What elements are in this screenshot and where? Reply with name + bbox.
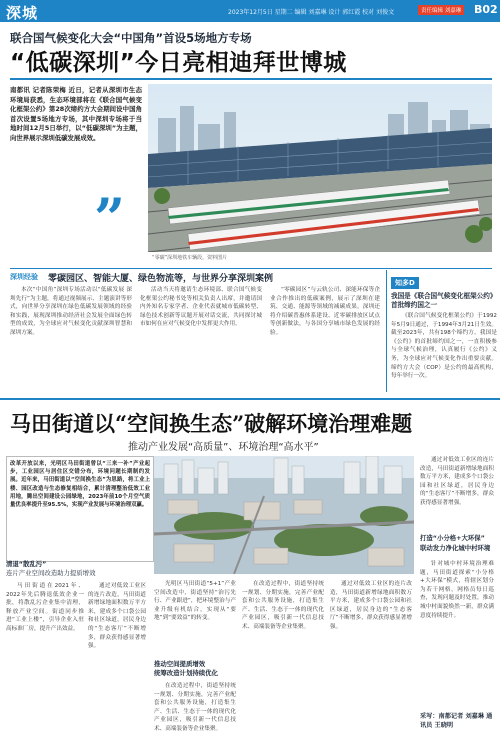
section-label: 深圳经验 — [10, 273, 38, 281]
knowledge-title: 我国是《联合国气候变化框架公约》首批缔约国之一 — [391, 292, 497, 309]
story2-col-b — [154, 580, 236, 623]
knowledge-tag: 知多D — [391, 277, 419, 289]
story2-col-a — [6, 582, 84, 634]
side1-title: 清退“散乱污” — [6, 560, 47, 568]
story1-col1 — [10, 286, 132, 338]
knowledge-box — [386, 270, 497, 392]
col-b2-title: 推动空间提质增效 — [154, 660, 206, 668]
col-b2-subtitle: 统筹改造计划持续优化 — [154, 669, 218, 677]
byline: 采写：南都记者 刘嘉琳 通讯员 王晓明 — [420, 713, 493, 729]
story2-photo — [154, 456, 414, 574]
story2-right-col — [420, 456, 494, 508]
story-divider — [0, 398, 500, 400]
col-d-text: 通过对低效工业区的连片改造，马田街道新增绿地面积数万平方米，建成多个口袋公园和社区绿道，居民身边的“生态客厅”不断增多，群众获得感显著增强。 — [330, 581, 412, 630]
story2-col-d — [330, 580, 412, 632]
aerial-district-illustration — [154, 456, 414, 574]
story2-col-b2 — [154, 682, 236, 734]
col-b-text: 光明区马田街道“5+1”产业空间改造中，街道坚持“治污先行、产业跟进”，把环境整治与产业升级有机结合，实现从“要地”到“要效益”的转变。 — [154, 581, 236, 622]
story1-photo — [148, 84, 492, 252]
story2-headline: 马田街道以“空间换生态”破解环境治理难题 — [10, 411, 413, 436]
section-title: 零碳园区、智能大厦、绿色物流等，与世界分享深圳案例 — [48, 274, 274, 284]
story2-subheadline: 推动产业发展“高质量”、环境治理“高水平” — [128, 442, 319, 453]
quote-mark-icon: ” — [94, 186, 126, 250]
section-name: 深城 — [6, 4, 39, 22]
story1-kicker: 联合国气候变化大会“中国角”首设5场地方专场 — [10, 31, 252, 45]
editor-tag: 责任编辑 刘嘉琳 — [418, 5, 464, 15]
col3-text: “零碳园区”与云轨公司、深能环保等企业合作推出的低碳案例，展示了深圳在建筑、交通、能源等领域的减碳成果。深圳还将介绍碳普惠体系建设、近零碳排放区试点等创新做法，与各国分享城市绿色发展的经验。 — [270, 287, 380, 336]
story1-col3 — [270, 286, 380, 338]
headline-rule — [10, 78, 492, 80]
side2-title: 打造“小分格+大环保” — [420, 534, 485, 542]
date-editor-line: 2023年12月5日 星期二 编辑 刘嘉琳 设计 郭红霞 校对 刘俊文 — [228, 9, 395, 16]
page-number: B02 — [474, 3, 498, 16]
col-c-text: 在改造过程中，街道坚持统一规划、分期实施，完善产业配套和公共服务设施，打造集生产、生活、生态于一体的现代化产业园区，吸引新一代信息技术、高端装备等企业集聚。 — [242, 581, 324, 630]
knowledge-text — [391, 312, 497, 381]
knowledge-paragraph: 《联合国气候变化框架公约》于1992年5月9日通过，于1994年3月21日生效。截至2023年，共有198个缔约方。我国是《公约》的首批缔约国之一，一直积极参与全球气候治理，认真履行《公约》义务，为全球应对气候变化作出重要贡献。缔约方大会（COP）是公约的最高机构，每年举行一次。 — [391, 313, 497, 380]
col-a-text: 马田街道在2021年、2022年先后腾退低效企业一批，将散乱污企业集中清理，释放产业空间。街道同步推进“工业上楼”，引导企业入驻高标准厂房，提升产出效益。 — [6, 583, 84, 632]
story1-headline: “低碳深圳”今日亮相迪拜世博城 — [10, 50, 347, 76]
story2-lead: 改革开放以来，光明区马田街道曾以“三来一补”产业起步，工业园区与居住区交错分布，环境问题长期制约发展。近年来，马田街道以“空间换生态”为思路，将工业上楼、园区改造与生态修复相结合，累计清理整治低效工业用地，腾出空间建设公园绿地，2023年前10个月空气质量优良率提升至95.5%，实现产业发展与环境治理双赢。 — [10, 461, 150, 509]
metro-depot-illustration — [148, 84, 492, 252]
story1-lead: 南都讯 记者陈荣梅 近日，记者从深圳市生态环境局获悉，生态环境部将在《联合国气候变化框架公约》第28次缔约方大会期间设中国角首次设置5场地方专场，其中深圳专场将于当地时间12月5日举行，以“低碳深圳”为主题，向世界展示深圳低碳发展成效。 — [10, 86, 142, 142]
col2-text: 活动当天将邀请生态环境部、联合国气候变化框架公约秘书处等相关负责人出席，并邀请国内外知名专家学者、企业代表就城市低碳转型、绿色技术创新等议题开展对话交流，共同探讨城市如何在应对气候变化中发挥更大作用。 — [140, 287, 262, 328]
story2-lead-box — [6, 456, 154, 562]
col1-text: 本次“中国角”深圳专场活动以“低碳发展 深圳先行”为主题，将通过视频展示、主题演讲等形式，向世界分享深圳在绿色低碳发展领域的经验和实践，展现深圳推动经济社会发展全面绿色转型的成效，为全球应对气候变化贡献深圳智慧和深圳方案。 — [10, 287, 132, 336]
page-header — [0, 0, 500, 22]
side1-subtitle: 连片产业空间改造助力提质增效 — [6, 569, 96, 577]
side2-subtitle: 联动发力净化城中村环境 — [420, 544, 491, 552]
right-col2-text: 针对城中村环境治理难题，马田街道探索“小分格+大环保”模式，将辖区划分为若干网格，网格员每日巡查，发现问题及时处置，推动城中村面貌焕然一新，群众满意度持续提升。 — [420, 561, 494, 619]
right-col-text: 通过对低效工业区的连片改造，马田街道新增绿地面积数万平方米，建成多个口袋公园和社区绿道，居民身边的“生态客厅”不断增多，群众获得感显著增强。 — [420, 457, 494, 506]
col-a2-text: 通过对低效工业区的连片改造，马田街道新增绿地面积数万平方米，建成多个口袋公园和社区绿道，居民身边的“生态客厅”不断增多，群众获得感显著增强。 — [88, 583, 146, 650]
section-rule — [10, 268, 492, 269]
story2-col-c — [242, 580, 324, 632]
story2-right-col2 — [420, 560, 494, 620]
story2-col-a2 — [88, 582, 146, 651]
col-b2-text: 在改造过程中，街道坚持统一规划、分期实施，完善产业配套和公共服务设施，打造集生产、生活、生态于一体的现代化产业园区，吸引新一代信息技术、高端装备等企业集聚。 — [154, 683, 236, 732]
photo-caption: “零碳”深圳地铁车辆段。资料图片 — [152, 255, 228, 261]
story1-col2 — [140, 286, 262, 329]
